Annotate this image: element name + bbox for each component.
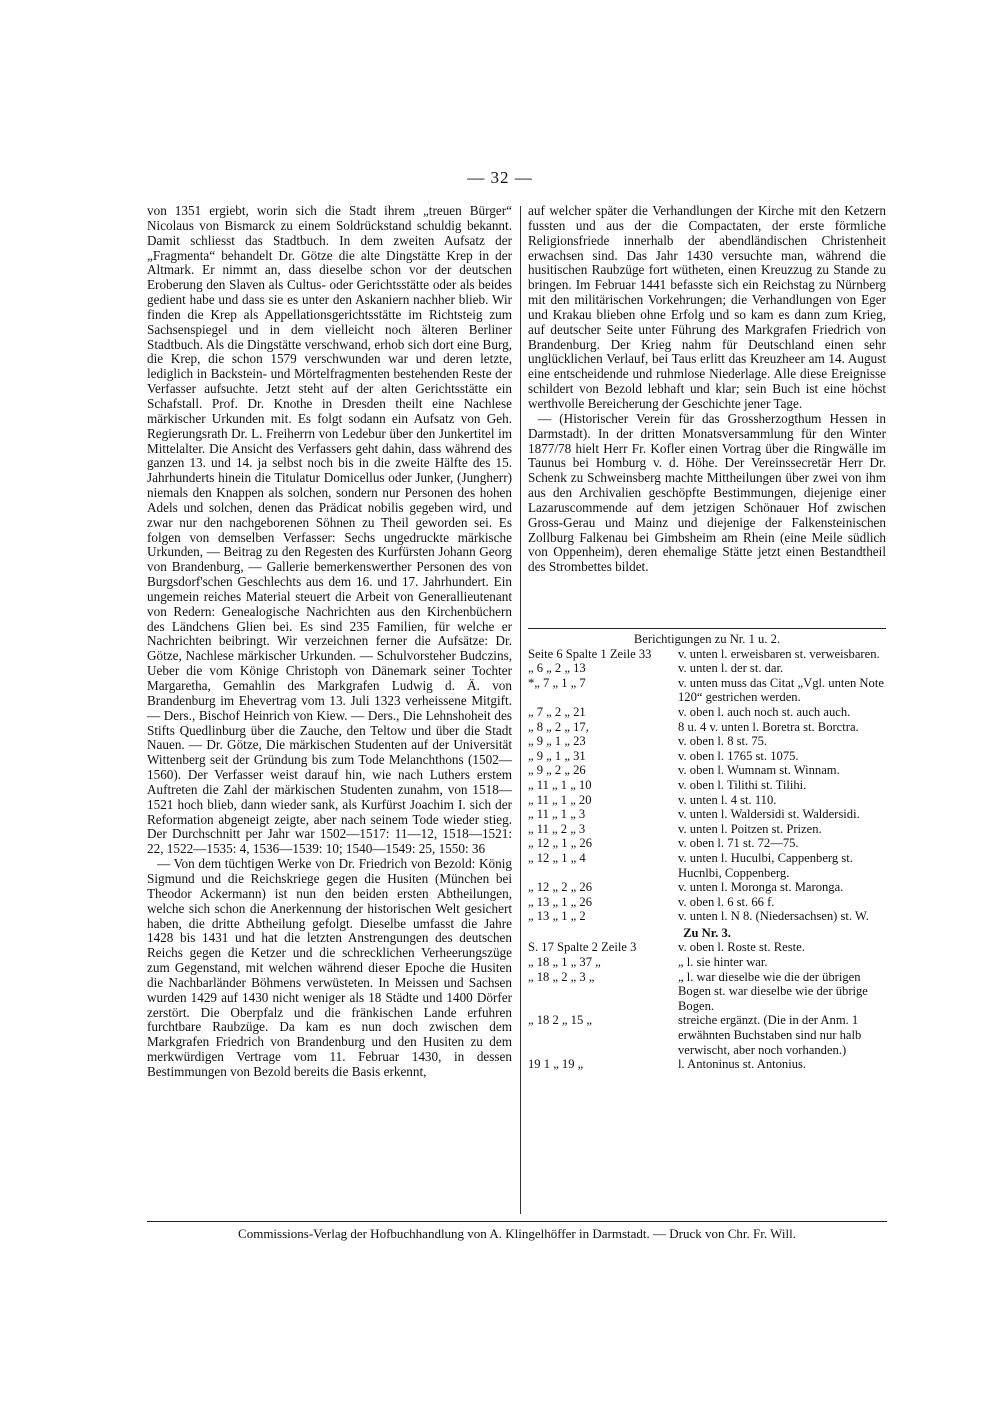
errata-row <box>528 1013 886 1057</box>
errata-text: v. unten l. erweisbaren st. verweisbaren. <box>678 646 880 661</box>
errata-text: v. oben l. 6 st. 66 f. <box>678 894 775 909</box>
errata-row <box>528 661 886 676</box>
errata-title: Berichtigungen zu Nr. 1 u. 2. <box>633 632 781 646</box>
errata-row <box>528 880 886 895</box>
errata-text: v. unten l. Moronga st. Maronga. <box>678 880 844 895</box>
errata-text: v. oben l. 8 st. 75. <box>678 734 768 749</box>
errata-ref: *„ 7 „ 1 „ 7 <box>528 675 586 690</box>
errata-row <box>528 1057 886 1072</box>
errata-section <box>528 632 886 1072</box>
errata-row <box>528 970 886 1014</box>
left-paragraph-2: — Von dem tüchtigen Werke von Dr. Friedrich von Bezold: König Sigmund und die Reichskriege gegen die Husiten (München bei Theodor Ackermann) ist nun den beiden ersten Abtheilungen, welche sich schon die Anerkennung der historischen Welt gesichert haben, die dritte Abtheilung gefolgt. Dieselbe umfasst die Jahre 1428 bis 1431 und hat die letzten Anstrengungen des deutschen Reichs gegen die Ketzer und die schrecklichen Verheerungszüge zum Gegenstand, mit welchen während dieser Epoche die Husiten die Nachbarländer Böhmens verwüsteten. In Meissen und Sachsen wurden 1429 auf 1430 nicht weniger als 18 Städte und 1400 Dörfer zerstört. Die Oberpfalz und die fränkischen Lande erfuhren furchtbare Raubzüge. Da kam es nun doch zwischen dem Markgrafen Friedrich von Brandenburg und den Husiten zu dem merkwürdigen Vertrage vom 11. Februar 1430, in dessen Bestimmungen von Bezold bereits die Basis erkennt, <box>147 856 512 1079</box>
errata-text: „ l. sie hinter war. <box>678 955 768 970</box>
errata-row <box>528 778 886 793</box>
errata-text: 8 u. 4 v. unten l. Boretra st. Borctra. <box>678 719 859 734</box>
column-divider <box>520 206 521 1214</box>
errata-ref: „ 8 „ 2 „ 17, <box>528 719 589 734</box>
errata-ref: „ 18 „ 2 „ 3 „ <box>528 969 595 984</box>
errata-ref: „ 13 „ 1 „ 2 <box>528 909 586 924</box>
errata-ref: „ 12 „ 1 „ 26 <box>528 836 592 851</box>
errata-text: v. oben l. Tilithi st. Tilihi. <box>678 777 807 792</box>
errata-ref: „ 11 „ 1 „ 10 <box>528 777 592 792</box>
errata-ref: S. 17 Spalte 2 Zeile 3 <box>528 940 637 955</box>
errata-ref: „ 9 „ 1 „ 31 <box>528 748 586 763</box>
errata-row <box>528 895 886 910</box>
errata-text: v. unten l. 4 st. 110. <box>678 792 777 807</box>
errata-ref: „ 11 „ 1 „ 20 <box>528 792 592 807</box>
errata-row <box>528 909 886 924</box>
errata-ref: Seite 6 Spalte 1 Zeile 33 <box>528 646 652 661</box>
errata-ref: „ 12 „ 1 „ 4 <box>528 850 586 865</box>
errata-text: „ l. war dieselbe wie die der übrigen Bogen st. war dieselbe wie der übrige Bogen. <box>678 969 868 1013</box>
errata-row <box>528 734 886 749</box>
errata-text: l. Antoninus st. Antonius. <box>678 1057 807 1072</box>
left-paragraph-1: von 1351 ergiebt, worin sich die Stadt ihrem „treuen Bürger“ Nicolaus von Bismarck zu einem Soldrückstand schuldig bekannt. Damit schliesst das Stadtbuch. In dem zweiten Aufsatz der „Fragmenta“ behandelt Dr. Götze die alte Dingstätte Krep in der Altmark. Er nimmt an, dass dieselbe schon vor der deutschen Eroberung den Slaven als Cultus- oder Gerichtsstätte oder als beides gedient habe und dass sie es unter den Askaniern nachher blieb. Wir finden die Krep als Appellationsgerichtsstätte im Richtsteig zum Sachsenspiegel und in dem vielleicht noch älteren Berliner Stadtbuch. Als die Dingstätte verschwand, erhob sich dort eine Burg, die Krep, die schon 1579 verschwunden war und deren letzte, lediglich in Backstein- und Mörtelfragmenten bestehenden Reste der Verfasser aufsuchte. Jetzt steht auf der alten Gerichtsstätte ein Schafstall. Prof. Dr. Knothe in Dresden theilt eine Nachlese märkischer Urkunden mit. Es folgt sodann ein Aufsatz von Geh. Regierungsrath Dr. L. Freiherrn von Ledebur über den Junkertitel im Mittelalter. Die Ansicht des Verfassers geht dahin, dass während des ganzen 13. und 14. ja selbst noch bis in die zweite Hälfte des 15. Jahrhunderts hinein die Titulatur Domicellus oder Junker, (Jungherr) niemals den Knappen als solchen, sondern nur Personen des hohen Adels und solchen, denen das Prädicat nobilis gegeben wird, und zwar nur den nachgeborenen Söhnen zu Theil geworden sei. Es folgen von demselben Verfasser: Sechs ungedruckte märkische Urkunden, — Beitrag zu den Regesten des Kurfürsten Johann Georg von Brandenburg, — Gallerie bemerkenswerther Personen des von Burgsdorf'schen Geschlechts aus dem 16. und 17. Jahrhundert. Ein ungemein reiches Material steuert die Arbeit von Generallieutenant von Redern: Genealogische Nachrichten aus den Kirchenbüchern des Ländchens Glien bei. Es sind 235 Familien, für welche er Nachrichten beibringt. Wir verzeichnen ferner die Aufsätze: Dr. Götze, Nachlese märkischer Urkunden. — Schulvorsteher Budczins, Ueber die vom Könige Christoph von Dänemark seiner Tochter Margaretha, Gemahlin des Markgrafen Ludwig d. Ä. von Brandenburg im Ehevertrag vom 13. Juli 1323 verheissene Mitgift. — Ders., Bischof Heinrich von Kiew. — Ders., Die Lehnshoheit des Stifts Quedlinburg über die Zauche, den Teltow und über die Stadt Nauen. — Dr. Götze, Die märkischen Studenten auf der Universität Wittenberg seit der Gründung bis zum Tode Melanchthons (1502—1560). Der Verfasser weist darauf hin, wie nach Luthers erstem Auftreten die Zahl der märkischen Studenten zunahm, von 1518—1521 hoch blieb, dann wieder sank, als Kurfürst Joachim I. sich der Reformation abgeneigt zeigte, aber nach seinem Tode wieder stieg. Der Durchschnitt per Jahr war 1502—1517: 11—12, 1518—1521: 22, 1522—1535: 4, 1536—1539: 10; 1540—1549: 25, 1550: 36 <box>147 204 512 857</box>
errata-ref: „ 12 „ 2 „ 26 <box>528 880 592 895</box>
errata-ref: „ 6 „ 2 „ 13 <box>528 661 586 676</box>
errata-row <box>528 720 886 735</box>
errata-row <box>528 647 886 662</box>
errata-list-2 <box>528 940 886 1071</box>
errata-text: v. oben l. 71 st. 72—75. <box>678 836 799 851</box>
errata-row <box>528 822 886 837</box>
errata-ref: „ 18 2 „ 15 „ <box>528 1013 592 1028</box>
errata-text: v. unten l. Waldersidi st. Waldersidi. <box>678 807 860 822</box>
footer-rule <box>147 1221 887 1222</box>
errata-row <box>528 749 886 764</box>
errata-text: streiche ergänzt. (Die in der Anm. 1 erwähnten Buchstaben sind nur halb verwischt, aber noch vorhanden.) <box>678 1013 862 1057</box>
errata-text: v. unten l. der st. dar. <box>678 661 784 676</box>
errata-text: v. oben l. auch noch st. auch auch. <box>678 704 851 719</box>
errata-ref: „ 13 „ 1 „ 26 <box>528 894 592 909</box>
page-number: — 32 — <box>467 168 533 187</box>
errata-text: v. oben l. 1765 st. 1075. <box>678 748 799 763</box>
errata-row <box>528 851 886 880</box>
errata-row <box>528 955 886 970</box>
errata-row <box>528 940 886 955</box>
right-paragraph-1: auf welcher später die Verhandlungen der Kirche mit den Ketzern fussten und aus der die Compactaten, der erste förmliche Religionsfriede innerhalb der abendländischen Christenheit erwachsen sind. Das Jahr 1430 versuchte man, während die husitischen Raubzüge fort wütheten, einen Kreuzzug zu Stande zu bringen. Im Februar 1441 befasste sich ein Reichstag zu Nürnberg mit den militärischen Vorkehrungen; die Verhandlungen von Eger und Krakau blieben ohne Erfolg und so kam es dann zum Krieg, auf deutscher Seite unter Führung des Markgrafen Friedrich von Brandenburg. Der Krieg nahm für Deutschland einen sehr unglücklichen Verlauf, bei Taus erlitt das Kreuzheer am 14. August eine entscheidende und ruhmlose Niederlage. Alle diese Ereignisse schildert von Bezold lebhaft und klar; sein Buch ist eine höchst werthvolle Bereicherung der Geschichte jener Tage. <box>528 203 886 411</box>
errata-ref: „ 9 „ 2 „ 26 <box>528 763 586 778</box>
errata-ref: 19 1 „ 19 „ <box>528 1057 584 1072</box>
errata-ref: „ 11 „ 1 „ 3 <box>528 807 586 822</box>
errata-ref: „ 9 „ 1 „ 23 <box>528 734 586 749</box>
errata-row <box>528 676 886 705</box>
errata-subtitle: Zu Nr. 3. <box>683 925 731 940</box>
right-paragraph-2: — (Historischer Verein für das Grossherzogthum Hessen in Darmstadt). In der dritten Monatsversammlung für den Winter 1877/78 hielt Herr Fr. Kofler einen Vortrag über die Ringwälle im Taunus bei Homburg v. d. Höhe. Der Vereinssecretär Herr Dr. Schenk zu Schweinsberg machte Mittheilungen über zwei von ihm aus den Archivalien geschöpfte Bestimmungen, diejenige einer Lazaruscommende auf dem jetzigen Schönauer Hof zwischen Gross-Gerau und Mainz und diejenige der Falkensteinischen Zollburg Falkenau bei Gimbsheim am Rhein (eine Meile südlich von Oppenheim), deren ehemalige Stätte jetzt einen Bestandtheil des Strombettes bildet. <box>528 410 886 575</box>
errata-text: v. unten l. N 8. (Niedersachsen) st. W. <box>678 909 869 924</box>
errata-text: v. oben l. Roste st. Reste. <box>678 940 805 955</box>
errata-row <box>528 836 886 851</box>
errata-ref: „ 7 „ 2 „ 21 <box>528 704 586 719</box>
errata-text: v. unten l. Poitzen st. Prizen. <box>678 821 822 836</box>
errata-row <box>528 793 886 808</box>
errata-text: v. unten l. Huculbi, Cappenberg st. Hucnlbi, Coppenberg. <box>678 850 853 880</box>
errata-text: v. unten muss das Citat „Vgl. unten Note 120“ gestrichen werden. <box>678 675 884 705</box>
publisher-footer: Commissions-Verlag der Hofbuchhandlung von A. Klingelhöffer in Darmstadt. — Druck von Chr. Fr. Will. <box>238 1226 796 1241</box>
errata-list <box>528 647 886 924</box>
errata-row <box>528 807 886 822</box>
errata-row <box>528 763 886 778</box>
errata-row <box>528 705 886 720</box>
errata-ref: „ 18 „ 1 „ 37 „ <box>528 955 601 970</box>
right-column <box>528 204 886 575</box>
errata-ref: „ 11 „ 2 „ 3 <box>528 821 586 836</box>
errata-text: v. oben l. Wumnam st. Winnam. <box>678 763 840 778</box>
errata-top-rule <box>528 628 886 629</box>
left-column <box>147 204 512 1214</box>
